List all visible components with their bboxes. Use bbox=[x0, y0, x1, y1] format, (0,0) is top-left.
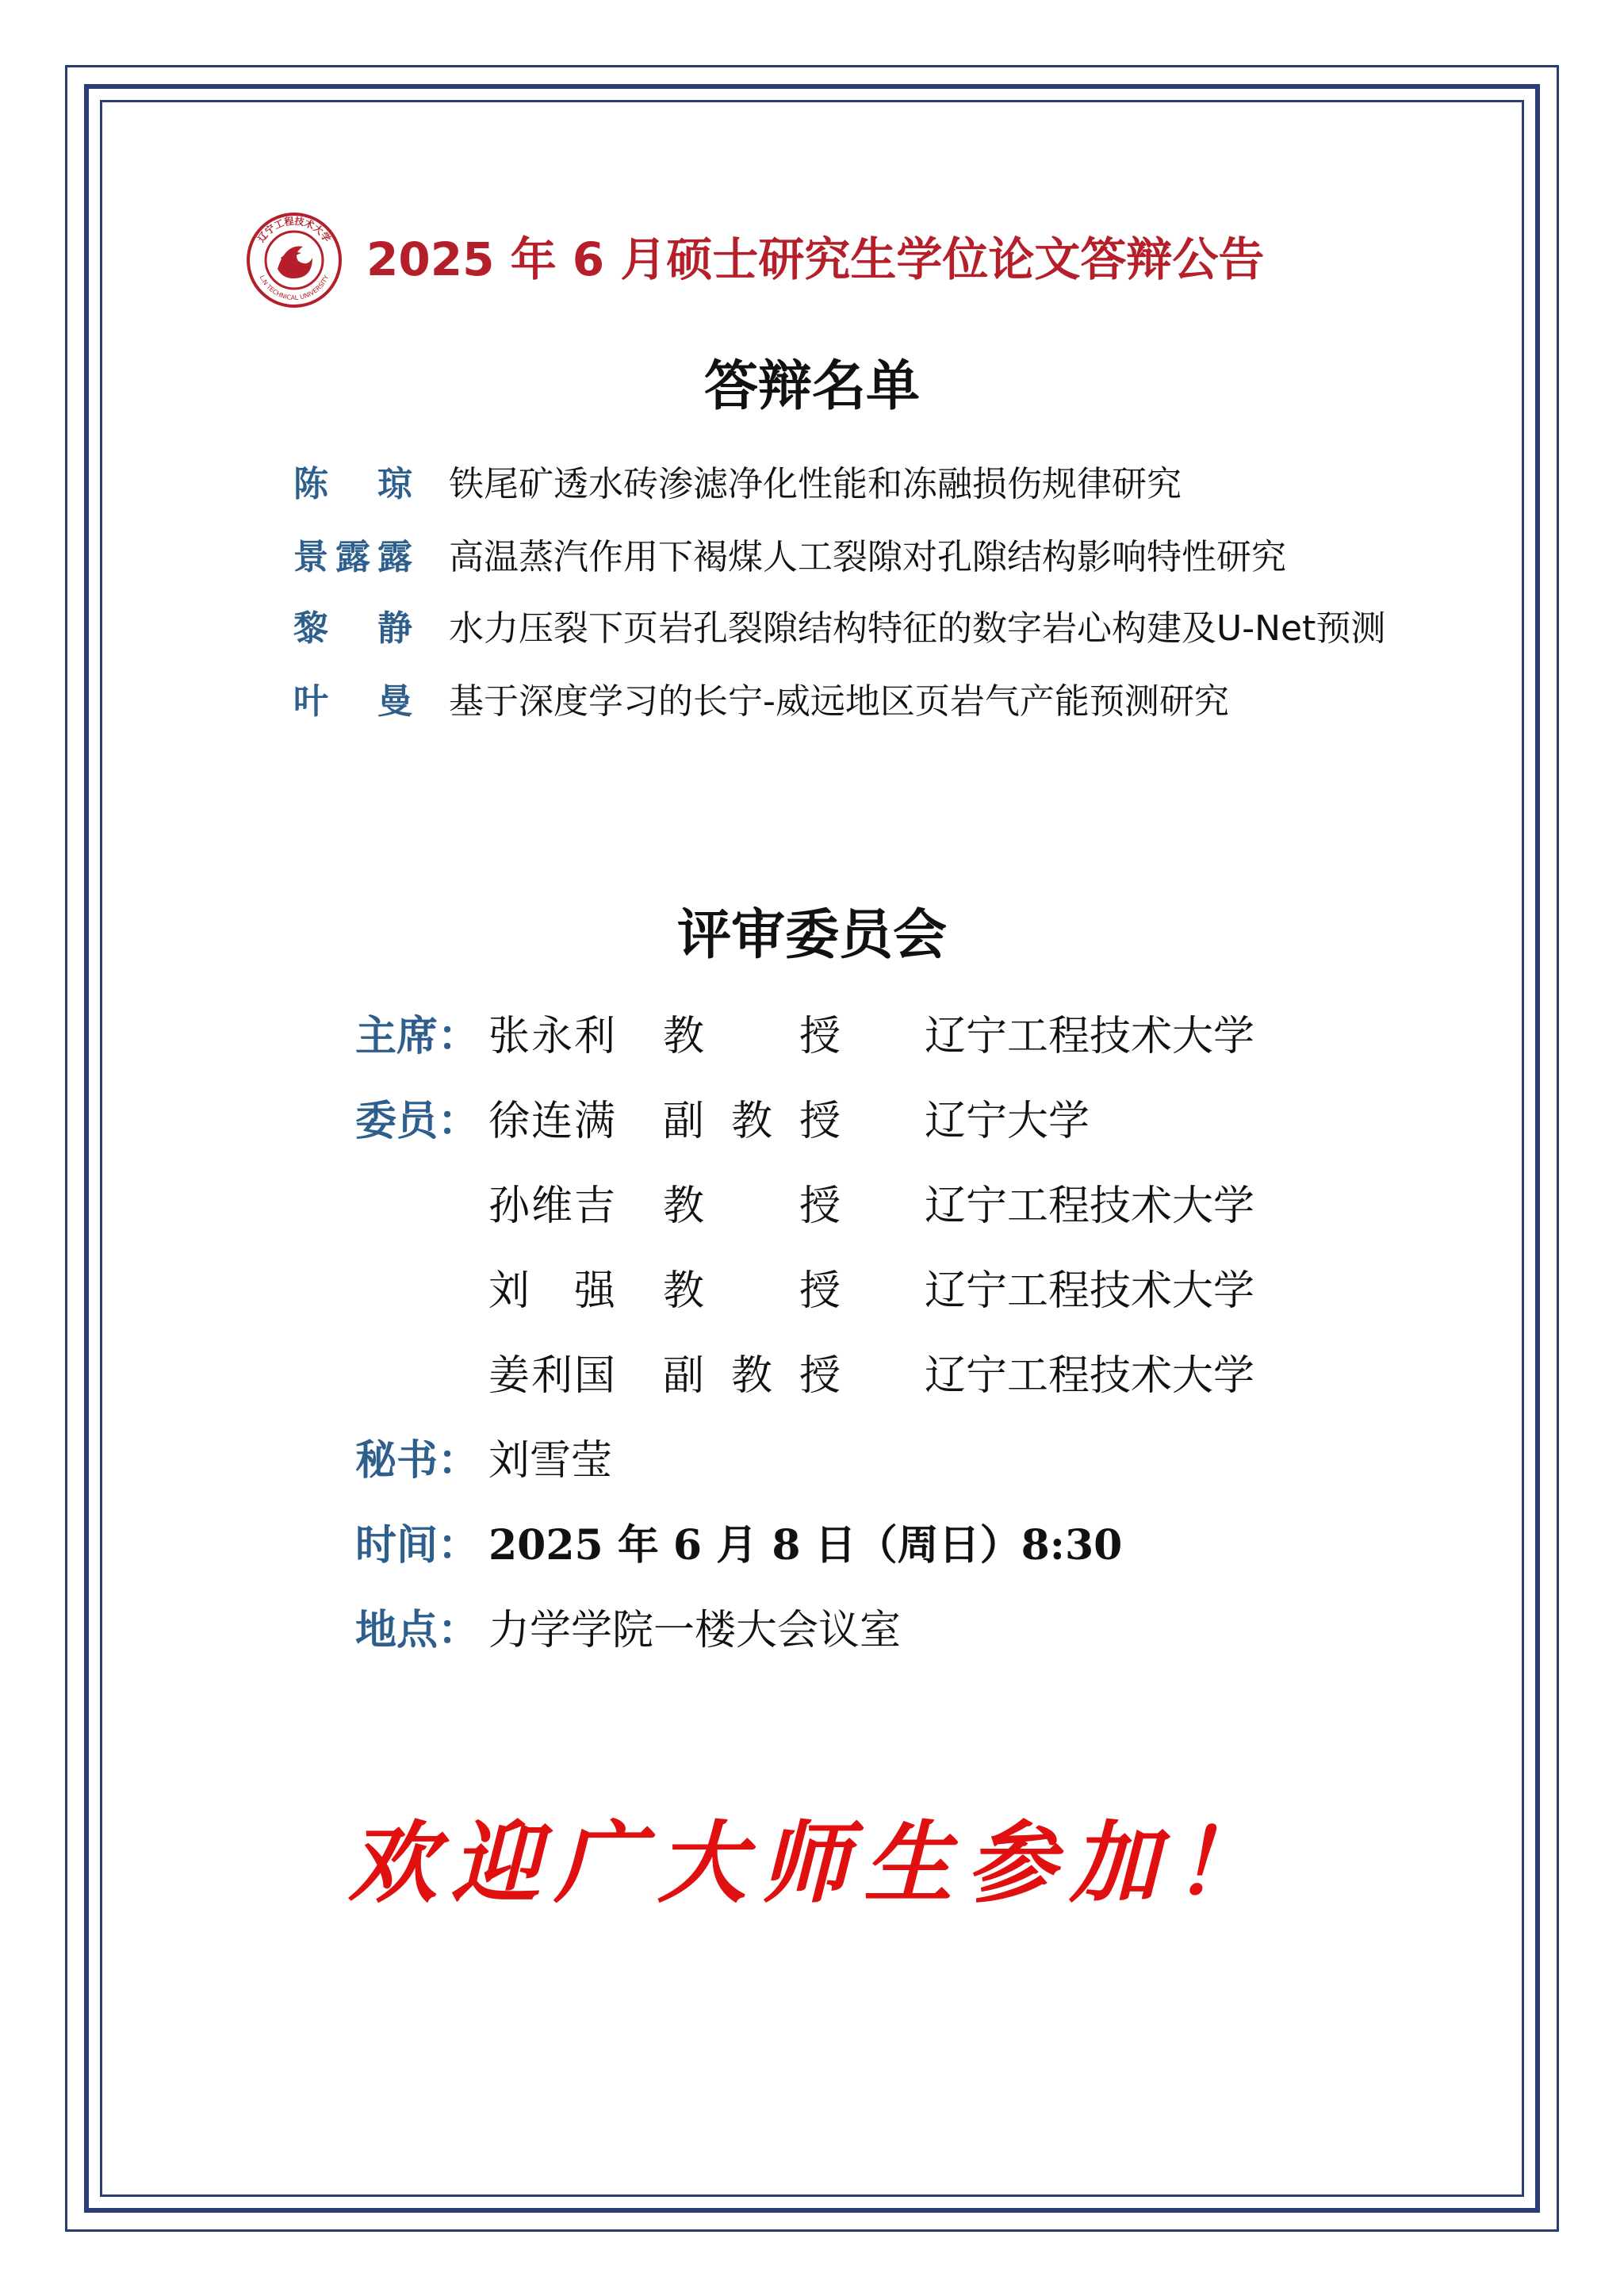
defense-time: 2025 年 6 月 8 日（周日）8:30 bbox=[488, 1521, 1123, 1570]
member-name: 姜利国 bbox=[488, 1352, 615, 1400]
defense-list-heading: 答辩名单 bbox=[703, 355, 920, 418]
location-label: 地点： bbox=[355, 1607, 480, 1654]
committee-heading: 评审委员会 bbox=[676, 904, 947, 967]
student-name: 黎静 bbox=[293, 608, 412, 649]
student-name: 叶曼 bbox=[293, 681, 412, 722]
svg-text:辽宁工程技术大学 bbox=[255, 215, 334, 244]
member-rank: 教授 bbox=[663, 1267, 841, 1315]
student-name: 陈琼 bbox=[293, 464, 412, 504]
member-rank: 教授 bbox=[663, 1182, 841, 1230]
member-rank: 副教授 bbox=[663, 1098, 841, 1145]
member-institution: 辽宁大学 bbox=[925, 1098, 1090, 1145]
thesis-title: 基于深度学习的长宁-威远地区页岩气产能预测研究 bbox=[449, 681, 1229, 722]
defense-location: 力学学院一楼大会议室 bbox=[488, 1607, 902, 1654]
thesis-title: 水力压裂下页岩孔裂隙结构特征的数字岩心构建及U-Net预测 bbox=[449, 608, 1386, 649]
member-label: 委员： bbox=[355, 1098, 480, 1145]
chair-label: 主席： bbox=[355, 1013, 480, 1060]
member-name: 张永利 bbox=[488, 1013, 615, 1060]
member-name: 徐连满 bbox=[488, 1098, 615, 1145]
member-name: 刘强 bbox=[488, 1267, 615, 1315]
university-logo bbox=[246, 212, 343, 309]
member-name: 孙维吉 bbox=[488, 1182, 615, 1230]
member-institution: 辽宁工程技术大学 bbox=[925, 1352, 1255, 1400]
logo-arc-text: 辽宁工程技术大学 bbox=[255, 215, 333, 244]
logo-latin-text: L.N TECHNICAL UNIVERSITY bbox=[258, 274, 331, 302]
time-label: 时间： bbox=[355, 1522, 480, 1570]
student-name: 景露露 bbox=[293, 537, 412, 577]
secretary-name: 刘雪莹 bbox=[488, 1437, 613, 1485]
secretary-label: 秘书： bbox=[355, 1437, 480, 1485]
member-rank: 教授 bbox=[663, 1013, 841, 1060]
member-institution: 辽宁工程技术大学 bbox=[925, 1182, 1255, 1230]
welcome-message: 欢迎广大师生参加！ bbox=[348, 1811, 1276, 1915]
member-institution: 辽宁工程技术大学 bbox=[925, 1013, 1255, 1060]
member-rank: 副教授 bbox=[663, 1352, 841, 1400]
page-title: 2025 年 6 月硕士研究生学位论文答辩公告 bbox=[366, 232, 1265, 286]
member-institution: 辽宁工程技术大学 bbox=[925, 1267, 1255, 1315]
thesis-title: 高温蒸汽作用下褐煤人工裂隙对孔隙结构影响特性研究 bbox=[449, 537, 1286, 577]
thesis-title: 铁尾矿透水砖渗滤净化性能和冻融损伤规律研究 bbox=[449, 464, 1182, 504]
